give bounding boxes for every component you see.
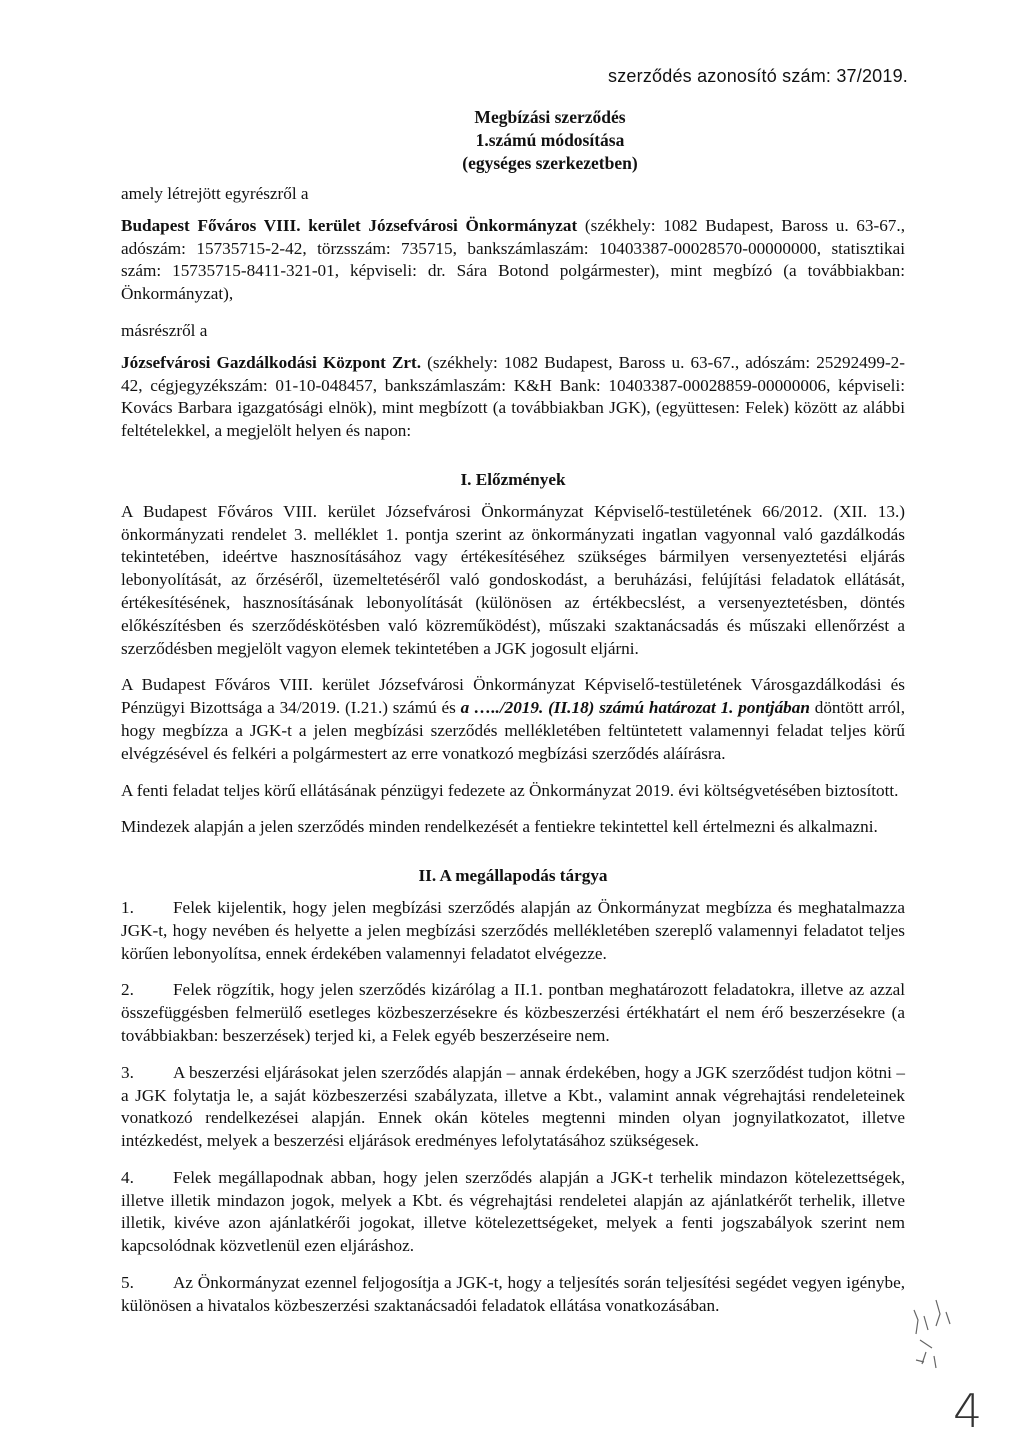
party-1-name: Budapest Főváros VIII. kerület Józsefvárosi Önkormányzat bbox=[121, 215, 578, 235]
contract-id-line: szerződés azonosító szám: 37/2019. bbox=[608, 66, 908, 86]
document-title bbox=[0, 106, 1024, 175]
party-2-name: Józsefvárosi Gazdálkodási Központ Zrt. bbox=[121, 352, 422, 372]
party-1-details: (székhely: 1082 Budapest, Baross u. 63-67., adószám: 15735715-2-42, törzsszám: 735715, bankszámlaszám: 10403387-00028570-00000000, statisztikai szám: 15735715-8411-321-01, képviseli: dr. Sára Botond polgármester), mint megbízó (a továbbiakban: Önkormányzat), bbox=[121, 215, 905, 304]
item-number: 1. bbox=[121, 897, 134, 917]
section-2-item bbox=[121, 1167, 905, 1258]
p2-part-b: a …../2019. (II.18) számú határozat 1. pontjában bbox=[460, 698, 810, 718]
document-body bbox=[121, 183, 905, 1318]
other-party-intro: másrészről a bbox=[121, 320, 208, 340]
section-1-paragraph-2 bbox=[121, 674, 905, 765]
section-2-item bbox=[121, 1272, 905, 1318]
title-line-2: 1.számú módosítása bbox=[475, 130, 625, 150]
item-text: A beszerzési eljárásokat jelen szerződés alapján – annak érdekében, hogy a JGK szerződést tudjon kötni – a JGK folytatja le, a saját közbeszerzési szabályzata, illetve a Kbt., valamint annak végrehajtási rendeleteinek vonatkozó rendelkezései alapján. Ennek okán köteles megtenni minden olyan jognyilatkozatot, illetve intézkedést, melyek a beszerzési eljárások eredményes lefolytatásához szükségesek. bbox=[121, 1062, 905, 1151]
item-text: Felek rögzítik, hogy jelen szerződés kizárólag a II.1. pontban meghatározott feladatokra, illetve az azzal összefüggésben felmerülő esetleges közbeszerzésekre és közbeszerzési értékhatárt el nem érő beszerzésekre (a továbbiakban: beszerzések) terjed ki, a Felek egyéb beszerzéseire nem. bbox=[121, 980, 905, 1045]
p2-part-a: A Budapest Főváros VIII. kerület Józsefvárosi Önkormányzat Képviselő-testületének Városgazdálkodási és Pénzügyi Bizottsága a 34/2019. (I.21.) számú és bbox=[121, 675, 905, 718]
section-2-item bbox=[121, 979, 905, 1047]
title-line-3: (egységes szerkezetben) bbox=[462, 153, 638, 173]
party-2 bbox=[121, 352, 905, 443]
parties-intro: amely létrejött egyrészről a bbox=[121, 184, 309, 203]
item-number: 4. bbox=[121, 1167, 134, 1187]
section-1-paragraph-3: A fenti feladat teljes körű ellátásának pénzügyi fedezete az Önkormányzat 2019. évi költségvetésében biztosított. bbox=[121, 780, 899, 800]
section-2-item bbox=[121, 897, 905, 965]
item-number: 3. bbox=[121, 1062, 134, 1082]
section-1-heading: I. Előzmények bbox=[460, 469, 566, 489]
item-text: Felek megállapodnak abban, hogy jelen szerződés alapján a JGK-t terhelik mindazon kötelezettségek, illetve illetik mindazon jogok, melyek a Kbt. és végrehajtási rendeletei alapján az ajánlatkérőt terhelik, illetve illetik, kivéve azon ajánlatkérői jogokat, illetve kötelezettségeket, melyek a fenti jogszabályok szerint nem kapcsolódnak közvetlenül ezen eljáráshoz. bbox=[121, 1167, 905, 1256]
party-2-details: (székhely: 1082 Budapest, Baross u. 63-67., adószám: 25292499-2-42, cégjegyzékszám: 01-10-048457, bankszámlaszám: K&H Bank: 10403387-00028859-00000006, képviseli: Kovács Barbara igazgatósági elnök), mint megbízott (a továbbiakban JGK), (együttesen: Felek) között az alábbi feltételekkel, a megjelölt helyen és napon: bbox=[121, 352, 905, 441]
section-2-heading: II. A megállapodás tárgya bbox=[418, 866, 608, 886]
party-1 bbox=[121, 215, 905, 306]
item-text: Felek kijelentik, hogy jelen megbízási szerződés alapján az Önkormányzat megbízza és meghatalmazza JGK-t, hogy nevében és helyette a jelen megbízási szerződés mellékletében szereplő valamennyi feladatot teljes körűen lebonyolítsa, ennek érdekében valamennyi feladatot elvégezze. bbox=[121, 897, 905, 963]
item-number: 5. bbox=[121, 1273, 134, 1293]
title-line-1: Megbízási szerződés bbox=[474, 107, 626, 127]
item-text: Az Önkormányzat ezennel feljogosítja a JGK-t, hogy a teljesítés során teljesítési segédet vegyen igénybe, különösen a hivatalos közbeszerzési szaktanácsadói feladatok ellátása vonatkozásában. bbox=[121, 1273, 905, 1315]
initials-signature-mark bbox=[906, 1290, 966, 1390]
section-1-paragraph-4: Mindezek alapján a jelen szerződés minden rendelkezését a fentiekre tekintettel kell értelmezni és alkalmazni. bbox=[121, 817, 878, 837]
section-1-paragraph-1: A Budapest Főváros VIII. kerület Józsefvárosi Önkormányzat Képviselő-testületének 66/2012. (XII. 13.) önkormányzati rendelet 3. melléklet 1. pontja szerint az önkormányzati ingatlan vagyonnal való gazdálkodás tekintetében, ideértve hasznosításához vagy értékesítéséhez szükséges bármilyen versenyeztetési eljárás lebonyolítását, az őrzéséről, üzemeltetéséről való gondoskodást, a beruházási, felújítási feladatok ellátását, értékesítésének, hasznosításának lebonyolítását (különösen az értékbecslést, a versenyeztetésben, döntés előkészítésben és szerződéskötésben való közreműködést), műszaki szaktanácsadás és műszaki ellenőrzést a szerződésben megjelölt vagyon elemek tekintetében a JGK jogosult eljárni. bbox=[121, 501, 905, 658]
item-number: 2. bbox=[121, 980, 134, 1000]
section-2-item bbox=[121, 1062, 905, 1153]
handwritten-page-number: 4 bbox=[953, 1384, 983, 1438]
p2-part-c: döntött arról, hogy megbízza a JGK-t a jelen megbízási szerződés mellékletében feltüntetett valamennyi feladat teljes körű elvégzésével és felkéri a polgármestert az erre vonatkozó megbízási szerződés aláírásra. bbox=[121, 698, 906, 763]
